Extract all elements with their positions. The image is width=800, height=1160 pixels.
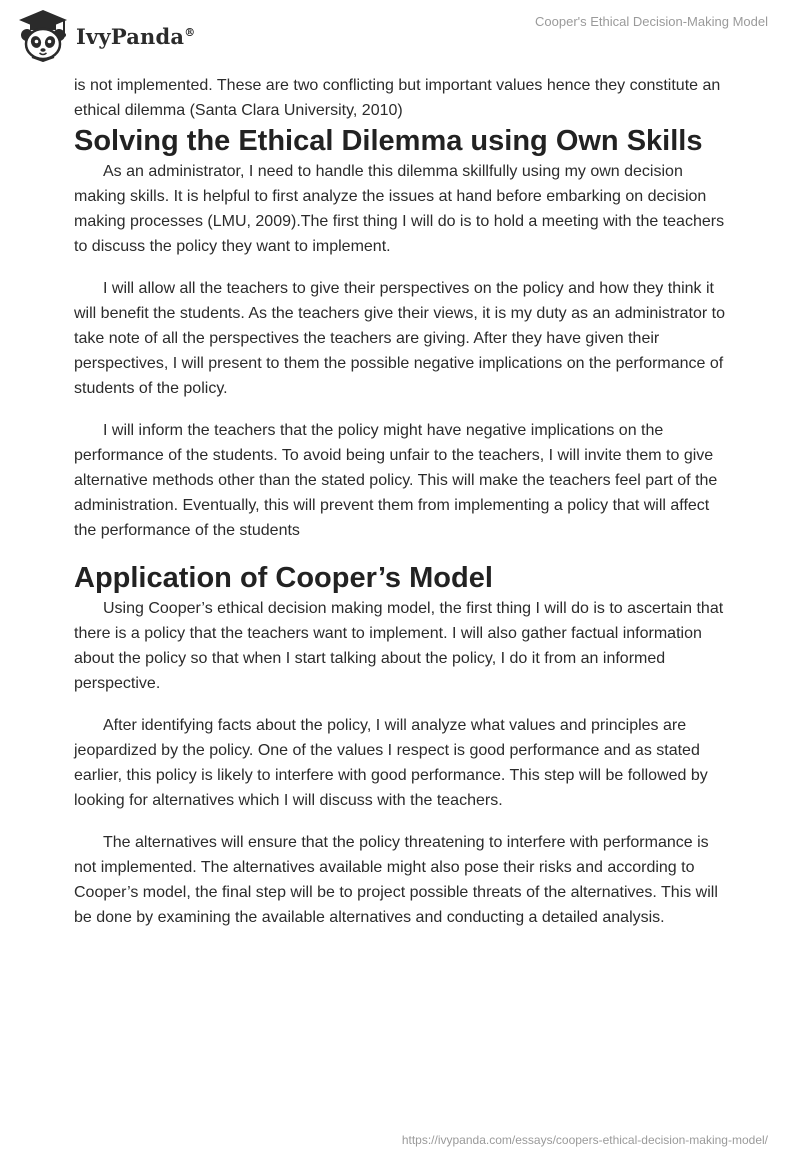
page-header [0,0,800,70]
paragraph: The alternatives will ensure that the policy threatening to interfere with performance is not implemented. The alternatives available might also pose their risks and according to Cooper’s model, the final step will be to project possible threats of the alternatives. This will be done by examining the available alternatives and conducting a detailed analysis. [74,834,718,926]
paragraph: I will inform the teachers that the policy might have negative implications on the performance of the students. To avoid being unfair to the teachers, I will invite them to give alternative methods other than the stated policy. This will make the teachers feel part of the administration. Eventually, this will prevent them from implementing a policy that will affect the performance of the students [74,422,718,539]
logo-text: IvyPanda [76,23,185,49]
registered-mark: ® [184,25,196,39]
document-title: Cooper's Ethical Decision-Making Model [535,14,768,29]
paragraph: After identifying facts about the policy, I will analyze what values and principles are jeopardized by the policy. One of the values I respect is good performance and as stated earlier, this policy is likely to interfere with good performance. This step will be followed by looking for alternatives which I will discuss with the teachers. [74,717,708,809]
panda-graduate-icon [14,8,72,62]
section-heading: Solving the Ethical Dilemma using Own Skills [74,125,703,157]
paragraph: As an administrator, I need to handle this dilemma skillfully using my own decision making skills. It is helpful to first analyze the issues at hand before embarking on decision making processes (LMU, 2009).The first thing I will do is to hold a meeting with the teachers to discuss the policy they want to implement. [74,163,725,255]
paragraph: I will allow all the teachers to give their perspectives on the policy and how they think it will benefit the students. As the teachers give their views, it is my duty as an administrator to take note of all the perspectives the teachers are giving. After they have given their perspectives, I will present to them the possible negative implications on the performance of students of the policy. [74,280,725,397]
section-heading: Application of Cooper’s Model [74,562,493,594]
ivypanda-logo[interactable] [14,8,195,62]
paragraph: Using Cooper’s ethical decision making model, the first thing I will do is to ascertain that there is a policy that the teachers want to implement. I will also gather factual information about the policy so that when I start talking about the policy, I do it from an informed perspective. [74,600,724,692]
source-url[interactable]: https://ivypanda.com/essays/coopers-ethical-decision-making-model/ [401,1133,768,1147]
logo-wordmark [76,24,195,49]
essay-content [74,73,734,947]
intro-paragraph: is not implemented. These are two conflicting but important values hence they constitute an ethical dilemma (Santa Clara University, 2010) [74,77,721,119]
